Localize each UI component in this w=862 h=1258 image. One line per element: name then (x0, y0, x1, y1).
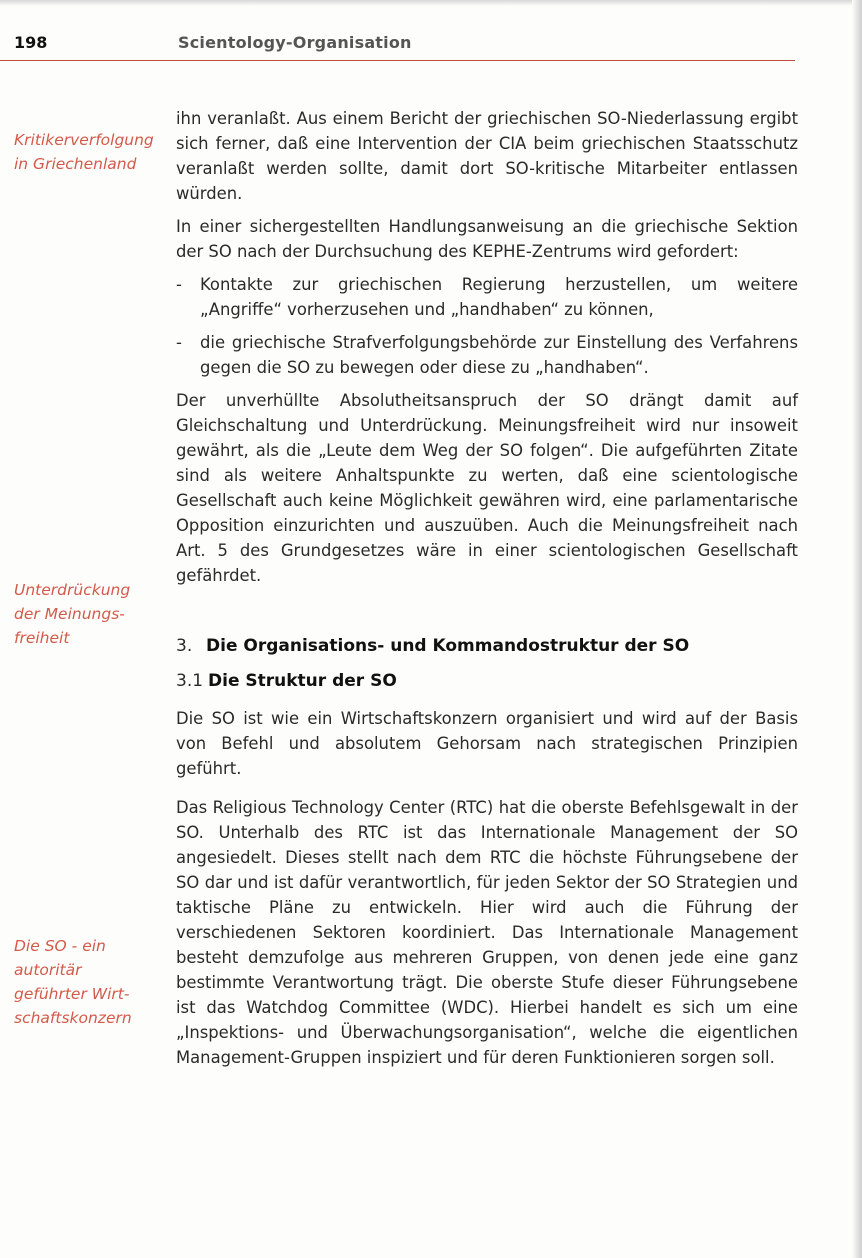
margin-note-meinungsfreiheit: Unterdrückung der Meinungs- freiheit (14, 581, 131, 647)
list-item (176, 272, 798, 322)
paragraph-3: Der unverhüllte Absolutheitsanspruch der SO drängt damit auf Gleichschaltung und Unterdrückung. Meinungsfreiheit wird nur insoweit gewährt, als die „Leute dem Weg der SO folgen“. Die aufgeführten Zitate sind als weitere Anhaltspunkte zu werten, daß eine scientologische Gesellschaft auch keine Möglichkeit gewähren wird, eine parlamentarische Opposition einzurichten und auszuüben. Auch die Meinungsfreiheit nach Art. 5 des Grundgesetzes wäre in einer scientologischen Gesellschaft gefährdet. (176, 391, 798, 585)
paragraph-1: ihn veranlaßt. Aus einem Bericht der griechischen SO-Niederlassung ergibt sich ferner, daß eine Intervention der CIA beim griechischen Staatsschutz veranlaßt werden sollte, damit dort SO-kritische Mitarbeiter entlassen würden. (176, 109, 798, 203)
bullet-dash: - (176, 275, 182, 294)
subsection-heading (176, 669, 798, 694)
page-number: 198 (14, 33, 48, 52)
list-item (176, 330, 798, 380)
section-title: Die Organisations- und Kommandostruktur der SO (206, 636, 690, 656)
list-item-text: Kontakte zur griechischen Regierung herzustellen, um weitere „Angriffe“ vorherzusehen und „handhaben“ zu können, (200, 275, 798, 319)
subsection-title: Die Struktur der SO (208, 671, 397, 691)
bullet-list (176, 272, 798, 380)
margin-note-kritikerverfolgung: Kritikerverfolgung in Griechenland (14, 131, 154, 173)
running-title: Scientology-Organisation (178, 33, 412, 52)
page-edge-shadow (852, 0, 862, 1258)
bullet-dash: - (176, 333, 182, 352)
page-top-shadow (0, 0, 862, 6)
paragraph-5: Das Religious Technology Center (RTC) hat die oberste Befehlsgewalt in der SO. Unterhalb des RTC ist das Internationale Management der SO angesiedelt. Dieses stellt nach dem RTC die höchste Führungsebene der SO dar und ist dafür verantwortlich, für jeden Sektor der SO Strategien und taktische Pläne zu entwickeln. Hier wird auch die Führung der verschiedenen Sektoren koordiniert. Das Internationale Management besteht demzufolge aus mehreren Gruppen, von denen jede eine ganz bestimmte Verantwortung trägt. Die oberste Stufe dieser Führungsebene ist das Watchdog Committee (WDC). Hierbei handelt es sich um eine „Inspektions- und Überwachungsorganisation“, welche die eigentlichen Management-Gruppen inspiziert und für deren Funktionieren sorgen soll. (176, 798, 798, 1067)
section-heading (176, 634, 798, 659)
list-item-text: die griechische Strafverfolgungsbehörde zur Einstellung des Verfahrens gegen die SO zu bewegen oder diese zu „handhaben“. (200, 333, 798, 377)
subsection-number: 3.1 (176, 671, 204, 691)
margin-note-wirtschaftskonzern: Die SO - ein autoritär geführter Wirt- schaftskonzern (14, 937, 132, 1027)
paragraph-2: In einer sichergestellten Handlungsanweisung an die griechische Sektion der SO nach der Durchsuchung des KEPHE-Zentrums wird gefordert: (176, 217, 798, 261)
section-number: 3. (176, 636, 193, 656)
paragraph-4: Die SO ist wie ein Wirtschaftskonzern organisiert und wird auf der Basis von Befehl und absolutem Gehorsam nach strategischen Prinzipien geführt. (176, 709, 798, 778)
page-header (0, 30, 795, 61)
main-text-column (176, 106, 798, 1078)
